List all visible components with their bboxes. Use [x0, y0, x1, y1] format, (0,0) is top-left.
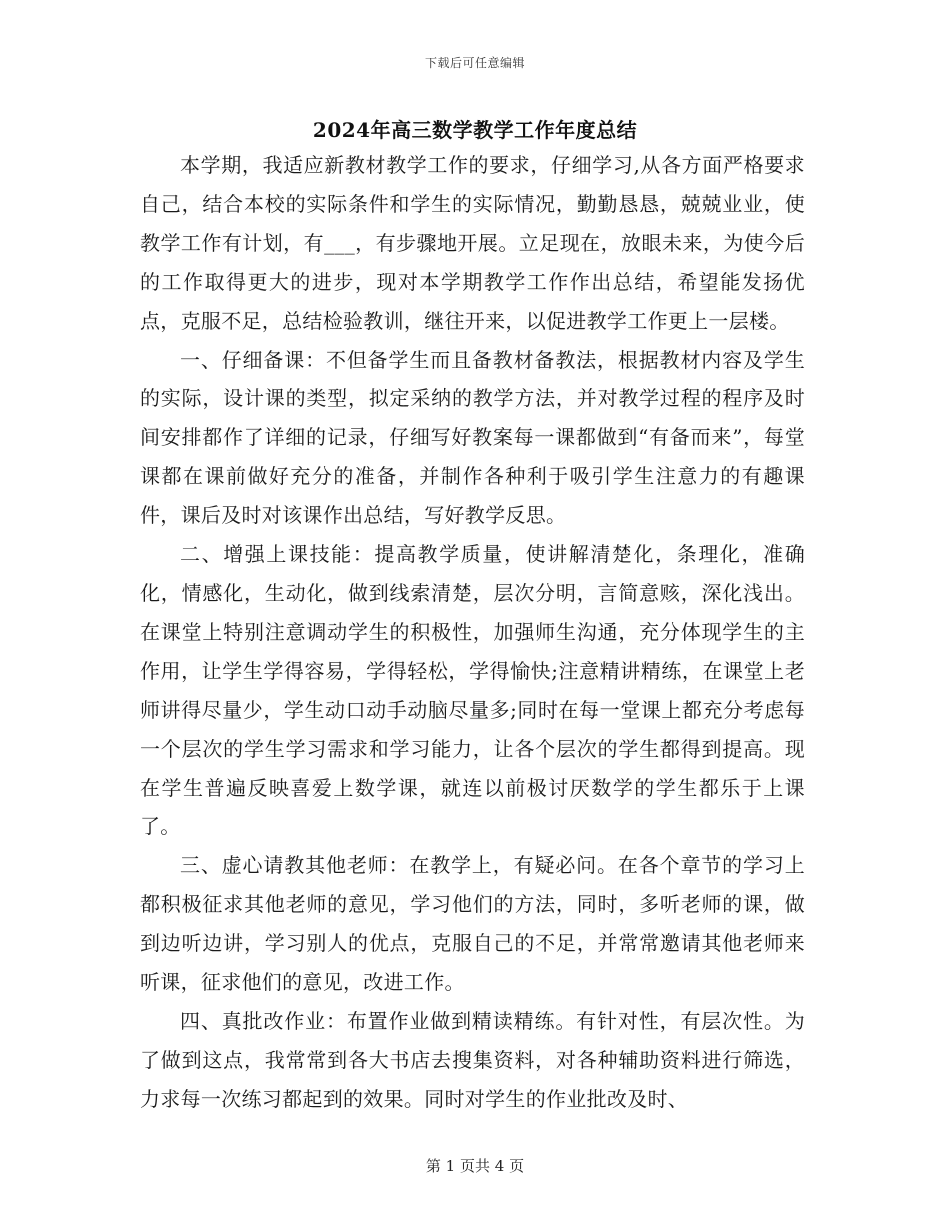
- header-note: 下载后可任意编辑: [424, 56, 525, 70]
- paragraph-section-3: 三、虚心请教其他老师：在教学上，有疑必问。在各个章节的学习上都积极征求其他老师的意见，学习他们的方法，同时，多听老师的课，做到边听边讲，学习别人的优点，克服自己的不足，并常常邀请其他老师来听课，征求他们的意见，改进工作。: [140, 853, 805, 995]
- document-body: [140, 146, 805, 1119]
- paragraph-section-1: 一、仔细备课：不但备学生而且备教材备教法，根据教材内容及学生的实际，设计课的类型，拟定采纳的教学方法，并对教学过程的程序及时间安排都作了详细的记录，仔细写好教案每一课都做到“有备而来”，每堂课都在课前做好充分的准备，并制作各种利于吸引学生注意力的有趣课件，课后及时对该课作出总结，写好教学反思。: [140, 347, 805, 528]
- document-title: 2024年高三数学教学工作年度总结: [312, 118, 638, 142]
- paragraph-section-2: 二、增强上课技能：提高教学质量，使讲解清楚化，条理化，准确化，情感化，生动化，做到线索清楚，层次分明，言简意赅，深化浅出。在课堂上特别注意调动学生的积极性，加强师生沟通，充分体现学生的主作用，让学生学得容易，学得轻松，学得愉快;注意精讲精练，在课堂上老师讲得尽量少，学生动口动手动脑尽量多;同时在每一堂课上都充分考虑每一个层次的学生学习需求和学习能力，让各个层次的学生都得到提高。现在学生普遍反映喜爱上数学课，就连以前极讨厌数学的学生都乐于上课了。: [140, 542, 805, 839]
- paragraph-section-4: 四、真批改作业：布置作业做到精读精练。有针对性，有层次性。为了做到这点，我常常到各大书店去搜集资料，对各种辅助资料进行筛选，力求每一次练习都起到的效果。同时对学生的作业批改及时、: [140, 1008, 805, 1111]
- paragraph-intro: 本学期，我适应新教材教学工作的要求，仔细学习,从各方面严格要求自己，结合本校的实际条件和学生的实际情况，勤勤恳恳，兢兢业业，使教学工作有计划，有___，有步骤地开展。立足现在，放眼未来，为使今后的工作取得更大的进步，现对本学期教学工作作出总结，希望能发扬优点，克服不足，总结检验教训，继往开来，以促进教学工作更上一层楼。: [140, 153, 805, 333]
- page-number: 第 1 页共 4 页: [425, 1157, 525, 1175]
